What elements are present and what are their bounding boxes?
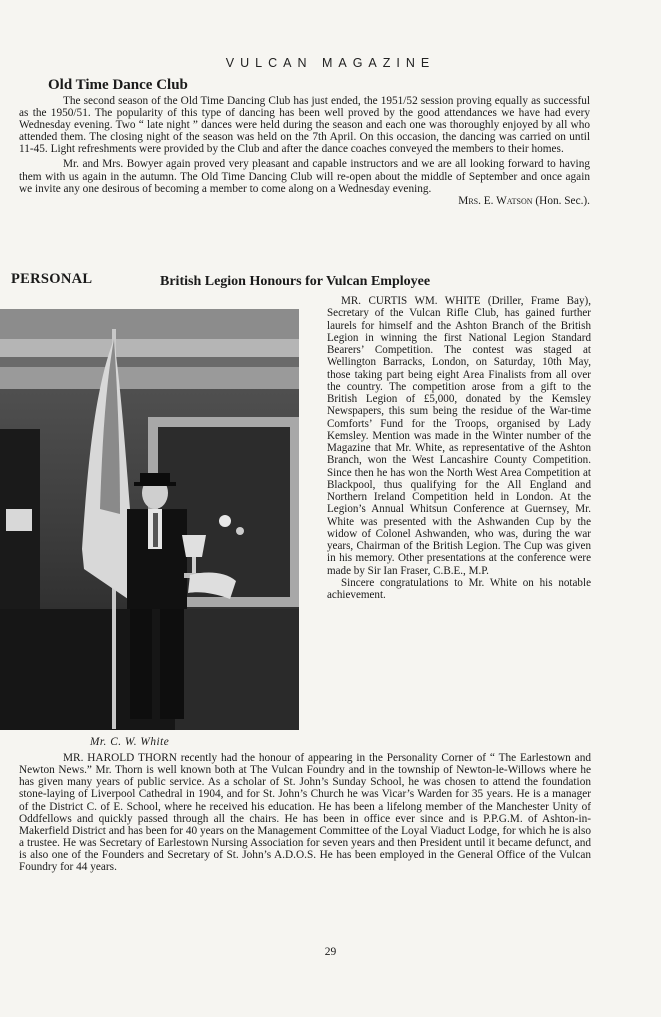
signature-role: (Hon. Sec.). — [535, 194, 590, 207]
photo-mr-white — [0, 309, 299, 730]
legion-article — [327, 295, 591, 601]
club-paragraph-1: The second season of the Old Time Dancing Club has just ended, the 1951/52 session proving equally as successful as the 1950/51. The popularity of this type of dancing has been well proved by the good attendances we have had every Wednesday evening. Two “ late night ” dances were held during the season and each one was thoroughly enjoyed by all who attended them. The closing night of the season was held on the 7th April. On this occasion, the dancing was carried on until 11-45. Light refreshments were provided by the Club and after the dance coaches conveyed the members to their homes. — [19, 95, 590, 156]
signature-name: Mrs. E. Watson — [458, 194, 533, 207]
page-number: 29 — [324, 946, 337, 958]
personal-heading: PERSONAL — [11, 271, 93, 287]
thorn-paragraph: MR. HAROLD THORN recently had the honour of appearing in the Personality Corner of “ The Earlestown and Newton News.” Mr. Thorn is well known both at The Vulcan Foundry and in the township of Newton-le-Willows where he has given many years of public service. As a scholar of St. John’s Sunday School, he was chosen to attend the foundation stone-laying of Liverpool Cathedral in 1904, and for St. John’s Church he was Vicar’s Warden for 35 years. He is a manager of the District C. of E. School, where he received his education. He has been a lifelong member of the Manchester Unity of Oddfellows and quickly passed through all the chairs. He has been in office ever since and is P.P.G.M. of Ashton-in-Makerfield District and has been for 40 years on the Management Committee of the Loyal Viaduct Lodge, for which he is also a trustee. He was Secretary of Earlestown Nursing Association for seven years and then President until it became defunct, and is also one of the Founders and Secretary of St. John’s A.D.O.S. He has been employed in the General Office of the Vulcan Foundry for 44 years. — [19, 752, 591, 874]
club-heading: Old Time Dance Club — [48, 77, 188, 93]
club-signature — [19, 195, 590, 207]
masthead: VULCAN MAGAZINE — [225, 56, 436, 70]
legion-paragraph-1: MR. CURTIS WM. WHITE (Driller, Frame Bay), Secretary of the Vulcan Rifle Club, has gained further laurels for himself and the Ashton Branch of the British Legion in winning the first National Legion Standard Bearers’ Competition. The contest was staged at Wellington Barracks, London, on Saturday, 10th May, those taking part being eight Area Finalists from all over the country. The competition arose from a gift to the British Legion of £5,000, donated by the Kemsley Newspapers, this sum being the residue of the War-time Comforts’ Fund for the Troops, organised by Lady Kemsley. Mention was made in the Winter number of the Magazine that Mr. White, as representative of the Ashton Branch, won the West Lancashire County Competition. Since then he has won the North West Area Competition at Blackpool, thus qualifying for the All England and Northern Ireland Competition held in London. At the Legion’s Annual Whitsun Conference at Guernsey, Mr. White was presented with the Ashwanden Cup by the widow of Colonel Ashwanden, who was, during the war years, Chairman of the British Legion. The Cup was given in his memory. Other presentations at the conference were made by Sir Ian Fraser, C.B.E., M.P. — [327, 295, 591, 577]
club-paragraph-2: Mr. and Mrs. Bowyer again proved very pleasant and capable instructors and we are all looking forward to having them with us again in the autumn. The Old Time Dancing Club will re-open about the middle of September and once again we invite any one desirous of becoming a member to come along on a Wednesday evening. — [19, 158, 590, 195]
thorn-article — [19, 752, 591, 874]
club-article — [19, 95, 590, 207]
photo-caption: Mr. C. W. White — [90, 736, 170, 748]
legion-heading: British Legion Honours for Vulcan Employee — [160, 274, 431, 289]
legion-paragraph-2: Sincere congratulations to Mr. White on his notable achievement. — [327, 576, 591, 601]
